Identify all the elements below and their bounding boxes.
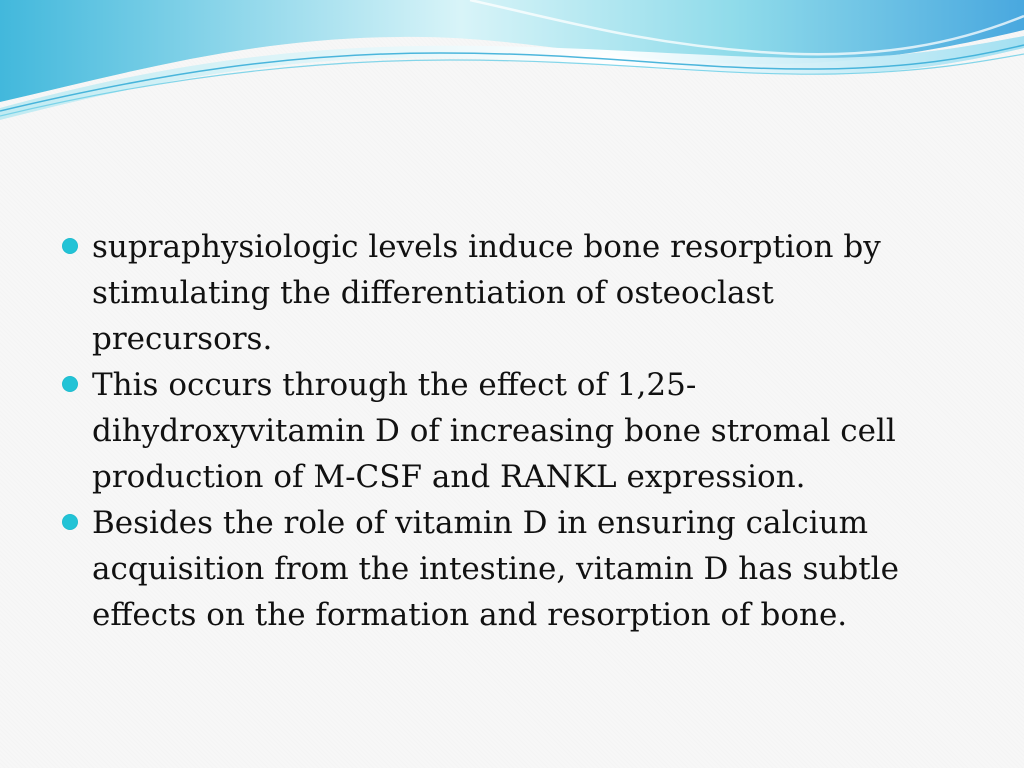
header-wave-graphic <box>0 0 1024 130</box>
bullet-icon <box>62 514 78 530</box>
bullet-icon <box>62 238 78 254</box>
bullet-item-2 <box>62 362 942 500</box>
bullet-item-1 <box>62 224 942 362</box>
bullet-text-1: supraphysiologic levels induce bone resorption by stimulating the differentiation of osteoclast precursors. <box>92 229 881 357</box>
bullet-text-3: Besides the role of vitamin D in ensuring calcium acquisition from the intestine, vitamin D has subtle effects on the formation and resorption of bone. <box>92 505 899 633</box>
bullet-list <box>62 224 942 638</box>
bullet-text-2: This occurs through the effect of 1,25-dihydroxyvitamin D of increasing bone stromal cell production of M-CSF and RANKL expression. <box>92 367 896 495</box>
bullet-item-3 <box>62 500 942 638</box>
bullet-icon <box>62 376 78 392</box>
